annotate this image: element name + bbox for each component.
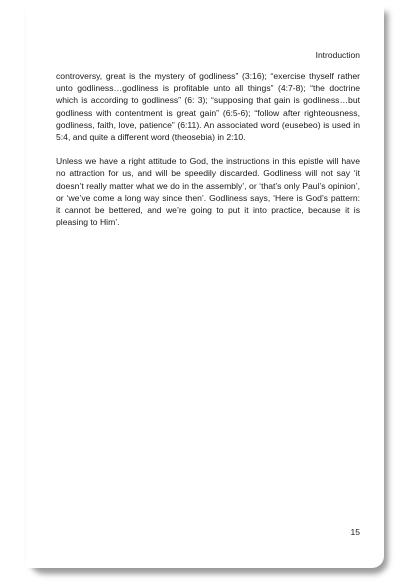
paragraph-1: controversy, great is the mystery of godliness” (3:16); “exercise thyself rather unto godliness…godliness is profitable unto all things” (4:7-8); “the doctrine which is according to godliness” (6: 3); “supposing that gain is godliness…but godliness with contentment is great gain” (6:5-6); “follow after righteousness, godliness, faith, love, patience” (6:11). An associated word (eusebeo) is used in 5:4, and quite a different word (theosebia) in 2:10. xyxy=(56,71,360,143)
running-head: Introduction xyxy=(315,50,360,60)
body-text xyxy=(56,70,360,240)
page-number: 15 xyxy=(350,527,360,537)
paragraph-2: Unless we have a right attitude to God, the instructions in this epistle will have no attraction for us, and will be speedily discarded. Godliness will not say ‘it doesn’t really matter what we do in the assembly’, or ‘that’s only Paul’s opinion’, or ‘we’ve come a long way since then’. Godliness says, ‘Here is God’s pattern: it cannot be bettered, and we’re going to put it into practice, because it is pleasing to Him’. xyxy=(56,156,360,228)
book-page xyxy=(26,6,384,568)
